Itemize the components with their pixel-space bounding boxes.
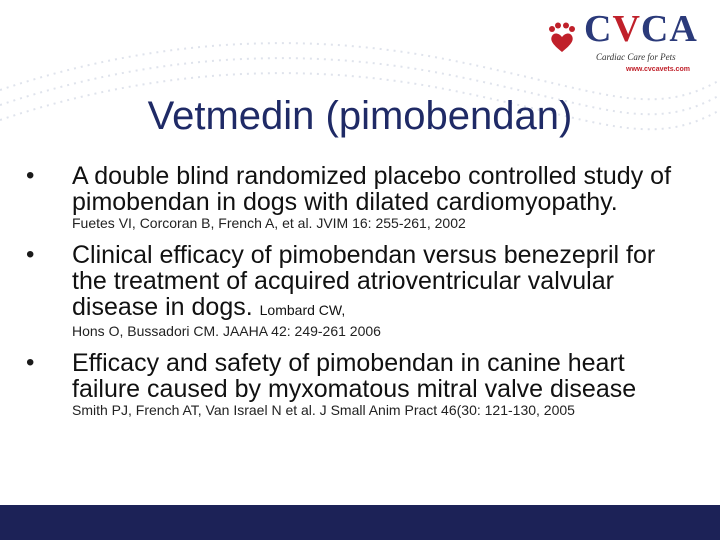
item-text: Efficacy and safety of pimobendan in canine heart failure caused by myxomatous mitral valve disease xyxy=(72,349,637,403)
bullet-list xyxy=(26,163,696,429)
list-item xyxy=(26,350,696,419)
list-item xyxy=(26,163,696,232)
logo-wordmark: CVCA xyxy=(584,8,698,50)
logo-url: www.cvcavets.com xyxy=(626,66,690,73)
cvca-logo xyxy=(546,8,698,78)
bullet-marker: • xyxy=(26,162,35,189)
paw-heart-icon xyxy=(546,22,578,54)
footer-bar xyxy=(0,505,720,540)
item-text: Clinical efficacy of pimobendan versus benezepril for the treatment of acquired atrioventricular valvular disease in dogs. Lombard CW, xyxy=(72,241,656,321)
bullet-marker: • xyxy=(26,241,35,268)
bullet-marker: • xyxy=(26,349,35,376)
item-citation-inline: Lombard CW, xyxy=(259,302,346,318)
item-text: A double blind randomized placebo controlled study of pimobendan in dogs with dilated cardiomyopathy. xyxy=(72,162,672,216)
item-citation: Fuetes VI, Corcoran B, French A, et al. JVIM 16: 255-261, 2002 xyxy=(72,215,466,231)
slide-title: Vetmedin (pimobendan) xyxy=(147,94,573,138)
logo-tagline: Cardiac Care for Pets xyxy=(596,52,676,62)
list-item xyxy=(26,242,696,340)
item-citation: Hons O, Bussadori CM. JAAHA 42: 249-261 2006 xyxy=(72,323,381,339)
item-citation: Smith PJ, French AT, Van Israel N et al. J Small Anim Pract 46(30: 121-130, 2005 xyxy=(72,402,575,418)
